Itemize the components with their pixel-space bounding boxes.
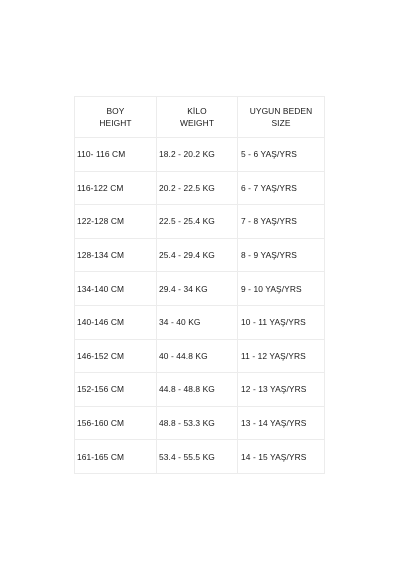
cell-size: 14 - 15 YAŞ/YRS bbox=[238, 440, 325, 474]
header-weight-en: WEIGHT bbox=[179, 118, 215, 128]
cell-height: 122-128 CM bbox=[75, 205, 157, 239]
table-row bbox=[75, 373, 325, 407]
table-row bbox=[75, 205, 325, 239]
cell-height: 140-146 CM bbox=[75, 305, 157, 339]
cell-height: 134-140 CM bbox=[75, 272, 157, 306]
cell-height: 152-156 CM bbox=[75, 373, 157, 407]
table-row bbox=[75, 272, 325, 306]
cell-height: 146-152 CM bbox=[75, 339, 157, 373]
table-row bbox=[75, 406, 325, 440]
table-row bbox=[75, 171, 325, 205]
table-row bbox=[75, 305, 325, 339]
cell-height: 161-165 CM bbox=[75, 440, 157, 474]
header-height-tr: BOY bbox=[106, 106, 125, 116]
cell-size: 13 - 14 YAŞ/YRS bbox=[238, 406, 325, 440]
cell-weight: 40 - 44.8 KG bbox=[157, 339, 238, 373]
table-row bbox=[75, 440, 325, 474]
cell-weight: 44.8 - 48.8 KG bbox=[157, 373, 238, 407]
cell-size: 7 - 8 YAŞ/YRS bbox=[238, 205, 325, 239]
cell-weight: 34 - 40 KG bbox=[157, 305, 238, 339]
table-row bbox=[75, 339, 325, 373]
table-row bbox=[75, 138, 325, 172]
header-size bbox=[238, 97, 325, 138]
header-size-en: SIZE bbox=[271, 118, 291, 128]
cell-size: 12 - 13 YAŞ/YRS bbox=[238, 373, 325, 407]
cell-size: 10 - 11 YAŞ/YRS bbox=[238, 305, 325, 339]
cell-weight: 53.4 - 55.5 KG bbox=[157, 440, 238, 474]
table-header bbox=[75, 97, 325, 138]
cell-height: 116-122 CM bbox=[75, 171, 157, 205]
cell-height: 128-134 CM bbox=[75, 238, 157, 272]
cell-weight: 18.2 - 20.2 KG bbox=[157, 138, 238, 172]
header-weight bbox=[157, 97, 238, 138]
cell-size: 9 - 10 YAŞ/YRS bbox=[238, 272, 325, 306]
cell-weight: 20.2 - 22.5 KG bbox=[157, 171, 238, 205]
cell-size: 5 - 6 YAŞ/YRS bbox=[238, 138, 325, 172]
cell-weight: 29.4 - 34 KG bbox=[157, 272, 238, 306]
size-chart-table bbox=[74, 96, 325, 474]
header-weight-tr: KİLO bbox=[187, 106, 207, 116]
table-body bbox=[75, 138, 325, 474]
cell-height: 110- 116 CM bbox=[75, 138, 157, 172]
table-row bbox=[75, 238, 325, 272]
header-row bbox=[75, 97, 325, 138]
header-height-en: HEIGHT bbox=[99, 118, 132, 128]
cell-weight: 22.5 - 25.4 KG bbox=[157, 205, 238, 239]
cell-height: 156-160 CM bbox=[75, 406, 157, 440]
cell-size: 8 - 9 YAŞ/YRS bbox=[238, 238, 325, 272]
cell-size: 6 - 7 YAŞ/YRS bbox=[238, 171, 325, 205]
cell-weight: 48.8 - 53.3 KG bbox=[157, 406, 238, 440]
header-height bbox=[75, 97, 157, 138]
header-size-tr: UYGUN BEDEN bbox=[249, 106, 313, 116]
cell-size: 11 - 12 YAŞ/YRS bbox=[238, 339, 325, 373]
cell-weight: 25.4 - 29.4 KG bbox=[157, 238, 238, 272]
